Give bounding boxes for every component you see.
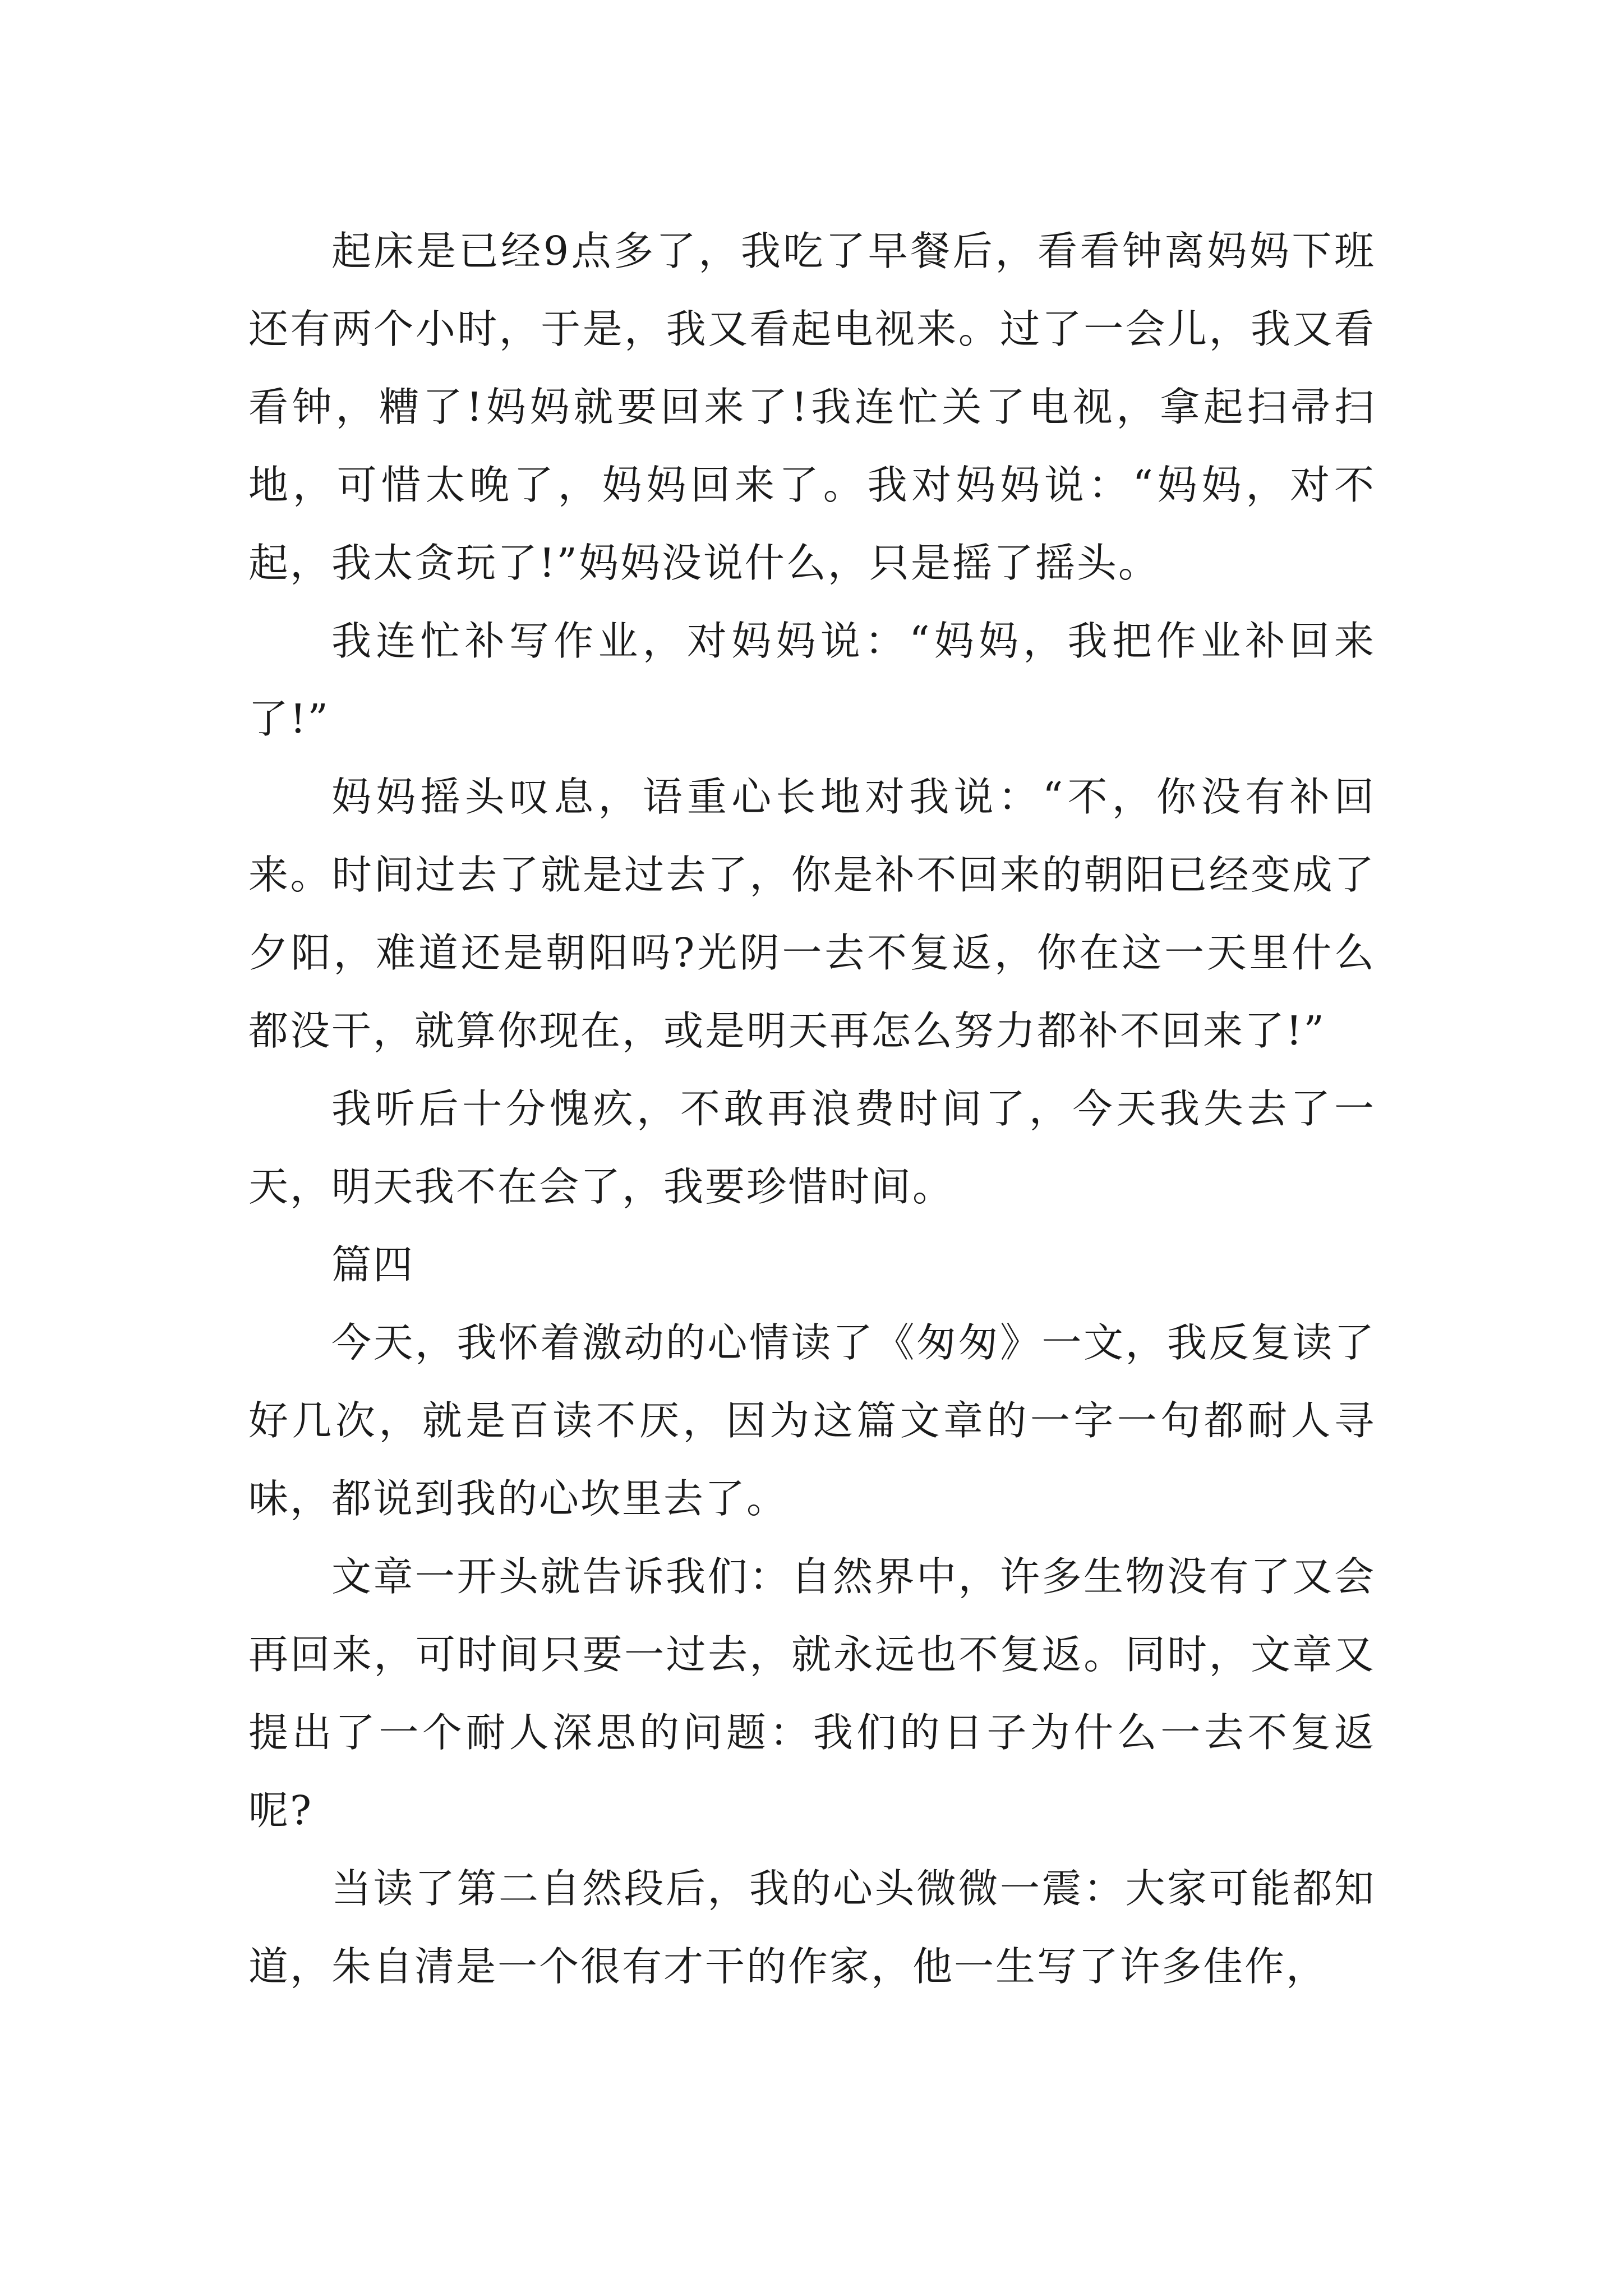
paragraph-3: 妈妈摇头叹息，语重心长地对我说：“不，你没有补回来。时间过去了就是过去了，你是补不回来的朝阳已经变成了夕阳，难道还是朝阳吗?光阴一去不复返，你在这一天里什么都没干，就算你现在，或是明天再怎么努力都补不回来了!” bbox=[248, 774, 1376, 1054]
paragraph-4: 我听后十分愧疚，不敢再浪费时间了，今天我失去了一天，明天我不在会了，我要珍惜时间。 bbox=[248, 1085, 1376, 1210]
section-heading: 篇四 bbox=[331, 1241, 415, 1288]
paragraph-6: 文章一开头就告诉我们：自然界中，许多生物没有了又会再回来，可时间只要一过去，就永远也不复返。同时，文章又提出了一个耐人深思的问题：我们的日子为什么一去不复返呢? bbox=[248, 1553, 1376, 1834]
document-body bbox=[248, 212, 1376, 2005]
paragraph-2: 我连忙补写作业，对妈妈说：“妈妈，我把作业补回来了!” bbox=[248, 618, 1376, 742]
paragraph-7: 当读了第二自然段后，我的心头微微一震：大家可能都知道，朱自清是一个很有才干的作家，他一生写了许多佳作， bbox=[248, 1865, 1376, 1990]
paragraph-1: 起床是已经9点多了，我吃了早餐后，看看钟离妈妈下班还有两个小时，于是，我又看起电视来。过了一会儿，我又看看钟，糟了!妈妈就要回来了!我连忙关了电视，拿起扫帚扫地，可惜太晚了，妈妈回来了。我对妈妈说：“妈妈，对不起，我太贪玩了!”妈妈没说什么，只是摇了摇头。 bbox=[248, 228, 1376, 586]
paragraph-5: 今天，我怀着激动的心情读了《匆匆》一文，我反复读了好几次，就是百读不厌，因为这篇文章的一字一句都耐人寻味，都说到我的心坎里去了。 bbox=[248, 1319, 1376, 1522]
